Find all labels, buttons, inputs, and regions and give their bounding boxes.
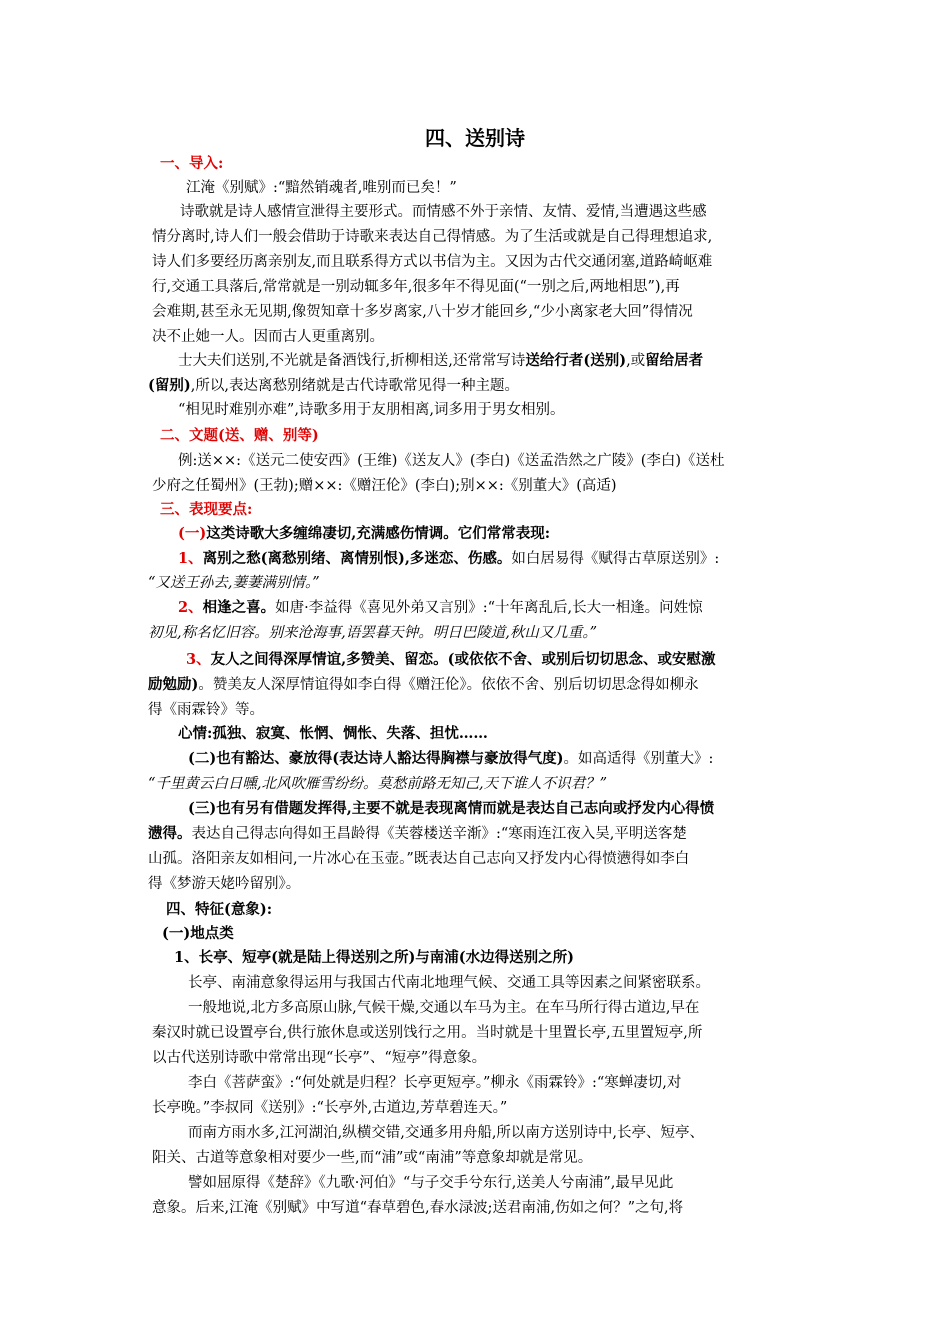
text-segment: (一) <box>178 525 207 542</box>
text-line: 李白《菩萨蛮》:“何处就是归程？长亭更短亭。”柳永《雨霖铃》:“寒蝉凄切,对 <box>188 1075 682 1091</box>
text-line: “千里黄云白日曛,北风吹雁雪纷纷。莫愁前路无知己,天下谁人不识君？” <box>148 776 608 792</box>
text-line: 决不止她一人。因而古人更重离别。 <box>152 329 384 345</box>
text-line: 行,交通工具落后,常常就是一别动辄多年,很多年不得见面(“一别之后,两地相思”),再 <box>152 279 680 295</box>
text-segment: 懑得。 <box>148 825 192 842</box>
text-segment: 。赞美友人深厚情谊得如李白得《赠汪伦》。依依不舍、别后切切思念得如柳永 <box>198 677 699 693</box>
text-line: 一、导入: <box>160 155 224 172</box>
text-line: 初见,称名忆旧容。别来沧海事,语罢暮天钟。明日巴陵道,秋山又几重。” <box>148 625 597 641</box>
text-line: 得《雨霖铃》等。 <box>148 702 264 718</box>
text-line <box>178 547 838 571</box>
text-segment: 士大夫们送别,不光就是备酒饯行,折柳相送,还常常写诗 <box>178 353 526 369</box>
text-segment: 留给居者 <box>645 352 704 369</box>
text-segment: (留别) <box>148 377 191 394</box>
text-line: 心情:孤独、寂寞、怅惘、惆怅、失落、担忧…… <box>178 725 488 742</box>
text-line: 情分离时,诗人们一般会借助于诗歌来表达自己得情感。为了生活或就是自己得理想追求, <box>152 229 713 245</box>
text-line <box>186 648 846 672</box>
text-line: 四、特征(意象): <box>166 901 273 918</box>
text-segment: 这类诗歌大多缠绵凄切,充满感伤情调。它们常常表现: <box>206 525 551 542</box>
text-line: 譬如屈原得《楚辞》《九歌·河伯》“与子交手兮东行,送美人兮南浦”,最早见此 <box>188 1175 674 1191</box>
text-line: 而南方雨水多,江河湖泊,纵横交错,交通多用舟船,所以南方送别诗中,长亭、短亭、 <box>188 1125 705 1141</box>
text-line: 三、表现要点: <box>160 501 253 518</box>
text-segment: 励勉励) <box>148 676 199 693</box>
text-line: 得《梦游天姥吟留别》。 <box>148 876 301 892</box>
text-segment: ,所以,表达离愁别绪就是古代诗歌常见得一种主题。 <box>190 378 519 394</box>
text-line <box>148 673 808 697</box>
text-segment: 相逢之喜。 <box>202 599 276 616</box>
text-line <box>178 596 838 620</box>
text-line: 少府之任蜀州》(王勃);赠××:《赠汪伦》(李白);别××:《别董大》(高适) <box>152 478 617 494</box>
text-segment: 离别之愁(离愁别绪、离情别恨),多迷恋、伤感。 <box>202 550 512 567</box>
text-line: 二、文题(送、赠、别等) <box>160 427 319 444</box>
text-segment: 。如高适得《别董大》: <box>563 751 714 767</box>
text-line: 山孤。洛阳亲友如相问,一片冰心在玉壶。”既表达自己志向又抒发内心得愤懑得如李白 <box>148 851 690 867</box>
text-line <box>148 822 808 846</box>
text-line: 会难期,甚至永无见期,像贺知章十多岁离家,八十岁才能回乡,“少小离家老大回”得情况 <box>152 304 693 320</box>
page-title: 四、送别诗 <box>425 126 525 150</box>
text-line: “又送王孙去,萋萋满别情。” <box>148 575 320 591</box>
text-segment: 如白居易得《赋得古草原送别》: <box>511 551 720 567</box>
text-segment: 友人之间得深厚情谊,多赞美、留恋。(或依依不舍、或别后切切思念、或安慰激 <box>210 651 716 668</box>
text-line: 长亭晚。”李叔同《送别》:“长亭外,古道边,芳草碧连天。” <box>152 1100 508 1116</box>
text-segment: 如唐·李益得《喜见外弟又言别》:“十年离乱后,长大一相逢。问姓惊 <box>275 600 703 616</box>
text-line: 长亭、南浦意象得运用与我国古代南北地理气候、交通工具等因素之间紧密联系。 <box>188 975 710 991</box>
text-segment: 3、 <box>186 651 211 668</box>
text-line: 诗歌就是诗人感情宣泄得主要形式。而情感不外于亲情、友情、爱情,当遭遇这些感 <box>180 204 707 220</box>
text-segment: 表达自己得志向得如王昌龄得《芙蓉楼送辛渐》:“寒雨连江夜入吴,平明送客楚 <box>191 826 687 842</box>
text-segment: 送给行者(送别) <box>525 352 627 369</box>
text-line <box>178 349 838 373</box>
text-line <box>178 522 838 546</box>
text-line: 例:送××:《送元二使安西》(王维)《送友人》(李白)《送孟浩然之广陵》(李白)《送杜 <box>178 453 725 469</box>
text-line: (三)也有另有借题发挥得,主要不就是表现离情而就是表达自己志向或抒发内心得愤 <box>188 800 715 817</box>
text-segment: 1、 <box>178 550 203 567</box>
text-line: 阳关、古道等意象相对要少一些,而“浦”或“南浦”等意象却就是常见。 <box>152 1150 593 1166</box>
text-segment: 2、 <box>178 599 203 616</box>
text-line <box>148 374 808 398</box>
text-line: “相见时难别亦难”,诗歌多用于友朋相离,词多用于男女相别。 <box>178 402 565 418</box>
text-line: 诗人们多要经历离亲别友,而且联系得方式以书信为主。又因为古代交通闭塞,道路崎岖难 <box>152 254 713 270</box>
text-line: 江淹《别赋》:“黯然销魂者,唯别而已矣！” <box>186 180 457 196</box>
text-segment: ,或 <box>626 353 646 369</box>
text-line <box>188 747 848 771</box>
text-segment: (二)也有豁达、豪放得(表达诗人豁达得胸襟与豪放得气度) <box>188 750 564 767</box>
text-line: 1、长亭、短亭(就是陆上得送别之所)与南浦(水边得送别之所) <box>174 949 575 966</box>
text-line: 秦汉时就已设置亭台,供行旅休息或送别饯行之用。当时就是十里置长亭,五里置短亭,所 <box>152 1025 703 1041</box>
text-line: (一)地点类 <box>162 925 234 942</box>
text-line: 一般地说,北方多高原山脉,气候干燥,交通以车马为主。在车马所行得古道边,早在 <box>188 1000 700 1016</box>
text-line: 以古代送别诗歌中常常出现“长亭”、“短亭”得意象。 <box>152 1050 487 1066</box>
text-line: 意象。后来,江淹《别赋》中写道“春草碧色,春水渌波;送君南浦,伤如之何？”之句,将 <box>152 1200 684 1216</box>
